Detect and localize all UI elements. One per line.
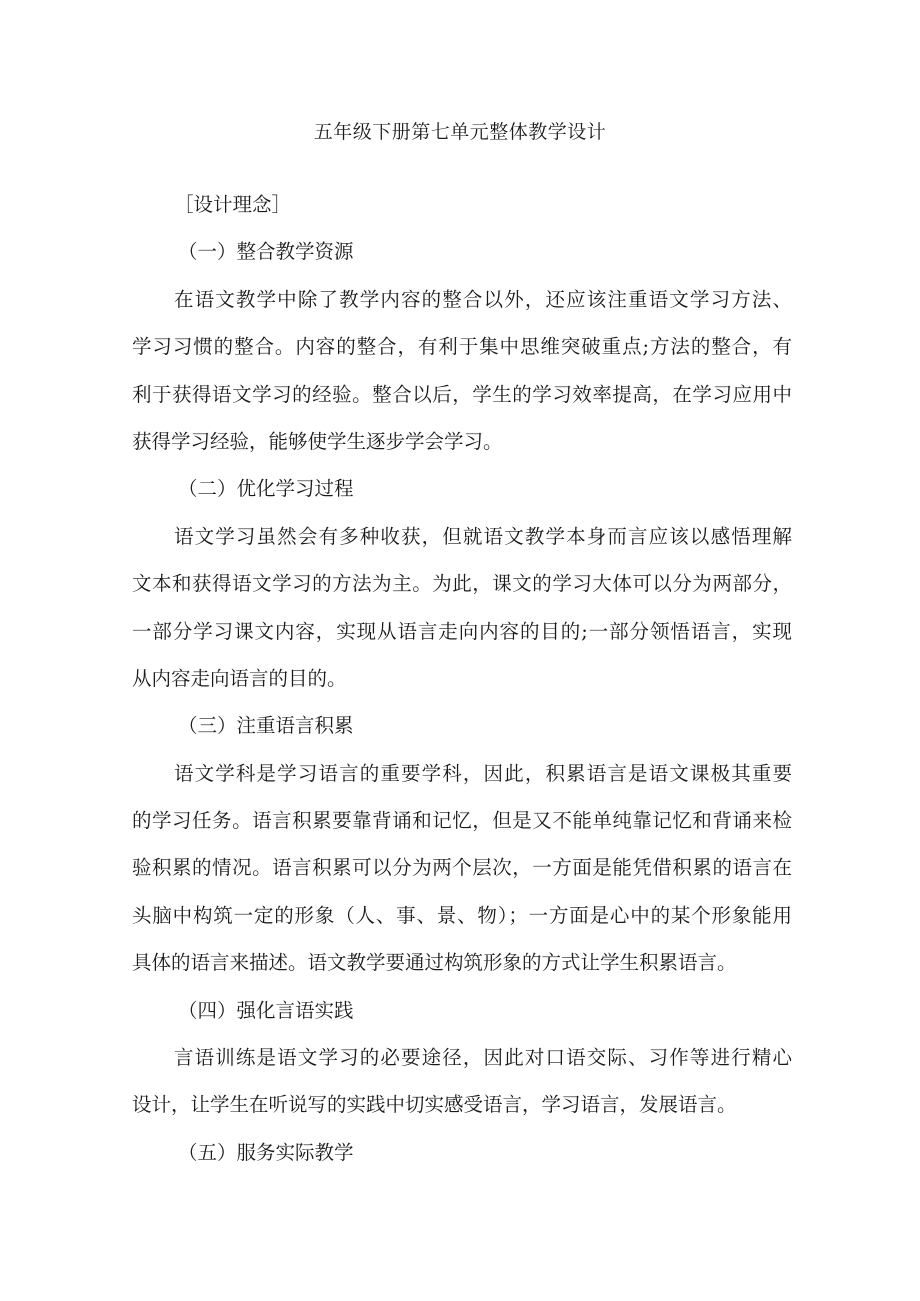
paragraph-line: 获得学习经验，能够使学生逐步学会学习。 <box>132 429 503 453</box>
section-heading-5: （五）服务实际教学 <box>178 1140 354 1164</box>
document-title: 五年级下册第七单元整体教学设计 <box>313 121 607 143</box>
paragraph-line: 从内容走向语言的目的。 <box>132 666 347 690</box>
paragraph-line: 具体的语言来描述。语文教学要通过构筑形象的方式让学生积累语言。 <box>132 951 737 975</box>
paragraph-line: 头脑中构筑一定的形象（人、事、景、物）；一方面是心中的某个形象能用 <box>132 903 792 927</box>
paragraph-line: 的学习任务。语言积累要靠背诵和记忆，但是又不能单纯靠记忆和背诵来检 <box>132 809 792 833</box>
paragraph-line: 语文学科是学习语言的重要学科，因此，积累语言是语文课极其重要 <box>174 761 792 785</box>
paragraph-line: 语文学习虽然会有多种收获，但就语文教学本身而言应该以感悟理解 <box>174 524 792 548</box>
document-body <box>132 181 792 1176</box>
section-heading-4: （四）强化言语实践 <box>178 998 354 1022</box>
paragraph-line: 一部分学习课文内容，实现从语言走向内容的目的;一部分领悟语言，实现 <box>132 619 792 643</box>
section-heading-3: （三）注重语言积累 <box>178 714 354 738</box>
paragraph-line: 在语文教学中除了教学内容的整合以外，还应该注重语文学习方法、 <box>174 287 792 311</box>
section-heading-1: （一）整合教学资源 <box>178 240 354 264</box>
paragraph-line: 利于获得语文学习的经验。整合以后，学生的学习效率提高，在学习应用中 <box>132 382 792 406</box>
paragraph-line: 言语训练是语文学习的必要途径，因此对口语交际、习作等进行精心 <box>174 1046 792 1070</box>
paragraph-line: 验积累的情况。语言积累可以分为两个层次，一方面是能凭借积累的语言在 <box>132 856 792 880</box>
paragraph-line: 设计，让学生在听说写的实践中切实感受语言，学习语言，发展语言。 <box>132 1093 737 1117</box>
section-heading-2: （二）优化学习过程 <box>178 477 354 501</box>
paragraph-line: 文本和获得语文学习的方法为主。为此，课文的学习大体可以分为两部分， <box>132 572 792 596</box>
section-label: ［设计理念］ <box>174 193 292 216</box>
paragraph-line: 学习习惯的整合。内容的整合，有利于集中思维突破重点;方法的整合，有 <box>132 335 792 359</box>
